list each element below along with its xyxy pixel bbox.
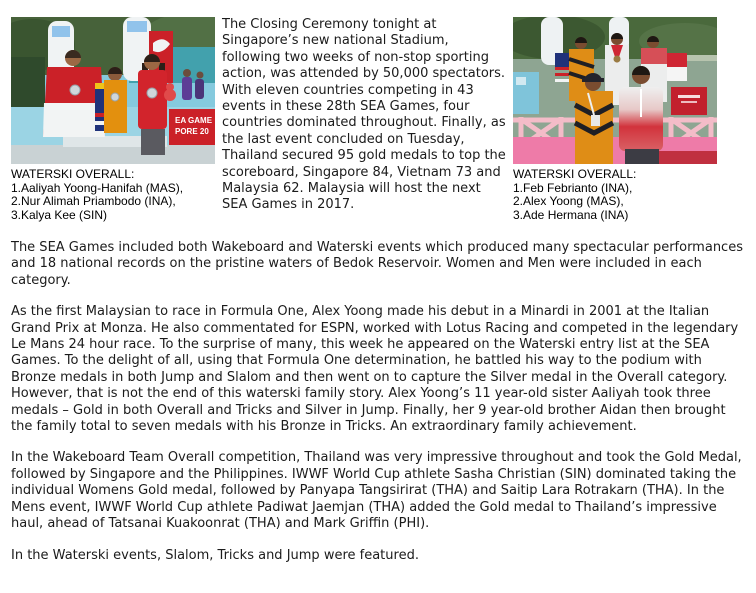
caption-line: 3.Ade Hermana (INA) (513, 207, 629, 222)
caption-line: 3.Kalya Kee (SIN) (11, 207, 108, 222)
right-photo-mens-podium (513, 17, 717, 164)
right-figure (513, 17, 717, 222)
right-photo-illustration (513, 17, 717, 164)
caption-title: WATERSKI OVERALL: (513, 167, 637, 181)
top-row (11, 17, 746, 222)
body-paragraph-wakeboard-results: In the Wakeboard Team Overall competition, Thailand was very impressive throughout and took the Gold Medal, followed by Singapore and the Philippines. IWWF World Cup athlete Sasha Christian (SIN) dominated taking the individual Womens Gold medal, followed by Panyapa Tangsirirat (THA) and Saitip Lara Rotrakarn (THA). In the Mens event, IWWF World Cup athlete Padiwat Jaemjan (THA) added the Gold medal to Thailand’s impressive haul, ahead of Tatsanai Kuakoonrat (THA) and Mark Griffin (PHI). (11, 450, 742, 532)
caption-line: 2.Nur Alimah Priambodo (INA), (11, 194, 176, 208)
left-figure (11, 17, 215, 222)
hoarding-text-line2: PORE 20 (175, 127, 209, 136)
bystanders (182, 77, 192, 100)
caption-line: 2.Alex Yoong (MAS), (513, 194, 624, 208)
left-photo-womens-podium (11, 17, 215, 164)
right-photo-caption (513, 168, 717, 222)
left-photo-caption (11, 168, 215, 222)
hoarding-text-line1: EA GAME (175, 116, 213, 125)
intro-paragraph: The Closing Ceremony tonight at Singapore’s new national Stadium, following two weeks of non-stop sporting action, was attended by 50,000 spectators. With eleven countries competing in 43 events in these 28th SEA Games, four countries dominated throughout. Finally, as the last event concluded on Tuesday, Thailand secured 95 gold medals to top the scoreboard, Singapore 84, Vietnam 73 and Malaysia 62. Malaysia will host the next SEA Games in 2017. (222, 17, 506, 213)
caption-title: WATERSKI OVERALL: (11, 167, 135, 181)
caption-line: 1.Aaliyah Yoong-Hanifah (MAS), (11, 180, 184, 195)
body-paragraph-alex-yoong-story: As the first Malaysian to race in Formula One, Alex Yoong made his debut in a Minardi in 2001 at the Italian Grand Prix at Monza. He also commentated for ESPN, worked with Lotus Racing and competed in the legendary Le Mans 24 hour race. To the surprise of many, this week he appeared on the Waterski entry list at the SEA Games. To the delight of all, using that Formula One determination, he battled his way to the podium with Bronze medals in both Jump and Slalom and then went on to capture the Silver medal in the Overall category. However, that is not the end of this waterski family story. Alex Yoong’s 11 year-old sister Aaliyah took three medals – Gold in both Overall and Tricks and Silver in Jump. Finally, her 9 year-old brother Aidan then brought the family total to seven medals with his Bronze in Tricks. An extraordinary family achievement. (11, 304, 739, 435)
body-paragraph-waterski-events: In the Waterski events, Slalom, Tricks and Jump were featured. (11, 547, 419, 563)
left-photo-illustration (11, 17, 215, 164)
caption-line: 1.Feb Febrianto (INA), (513, 180, 633, 195)
body-paragraph-sea-games-summary: The SEA Games included both Wakeboard and Waterski events which produced many spectacular performances and 18 national records on the pristine waters of Bedok Reservoir. Women and Men were included in each category. (11, 240, 743, 288)
